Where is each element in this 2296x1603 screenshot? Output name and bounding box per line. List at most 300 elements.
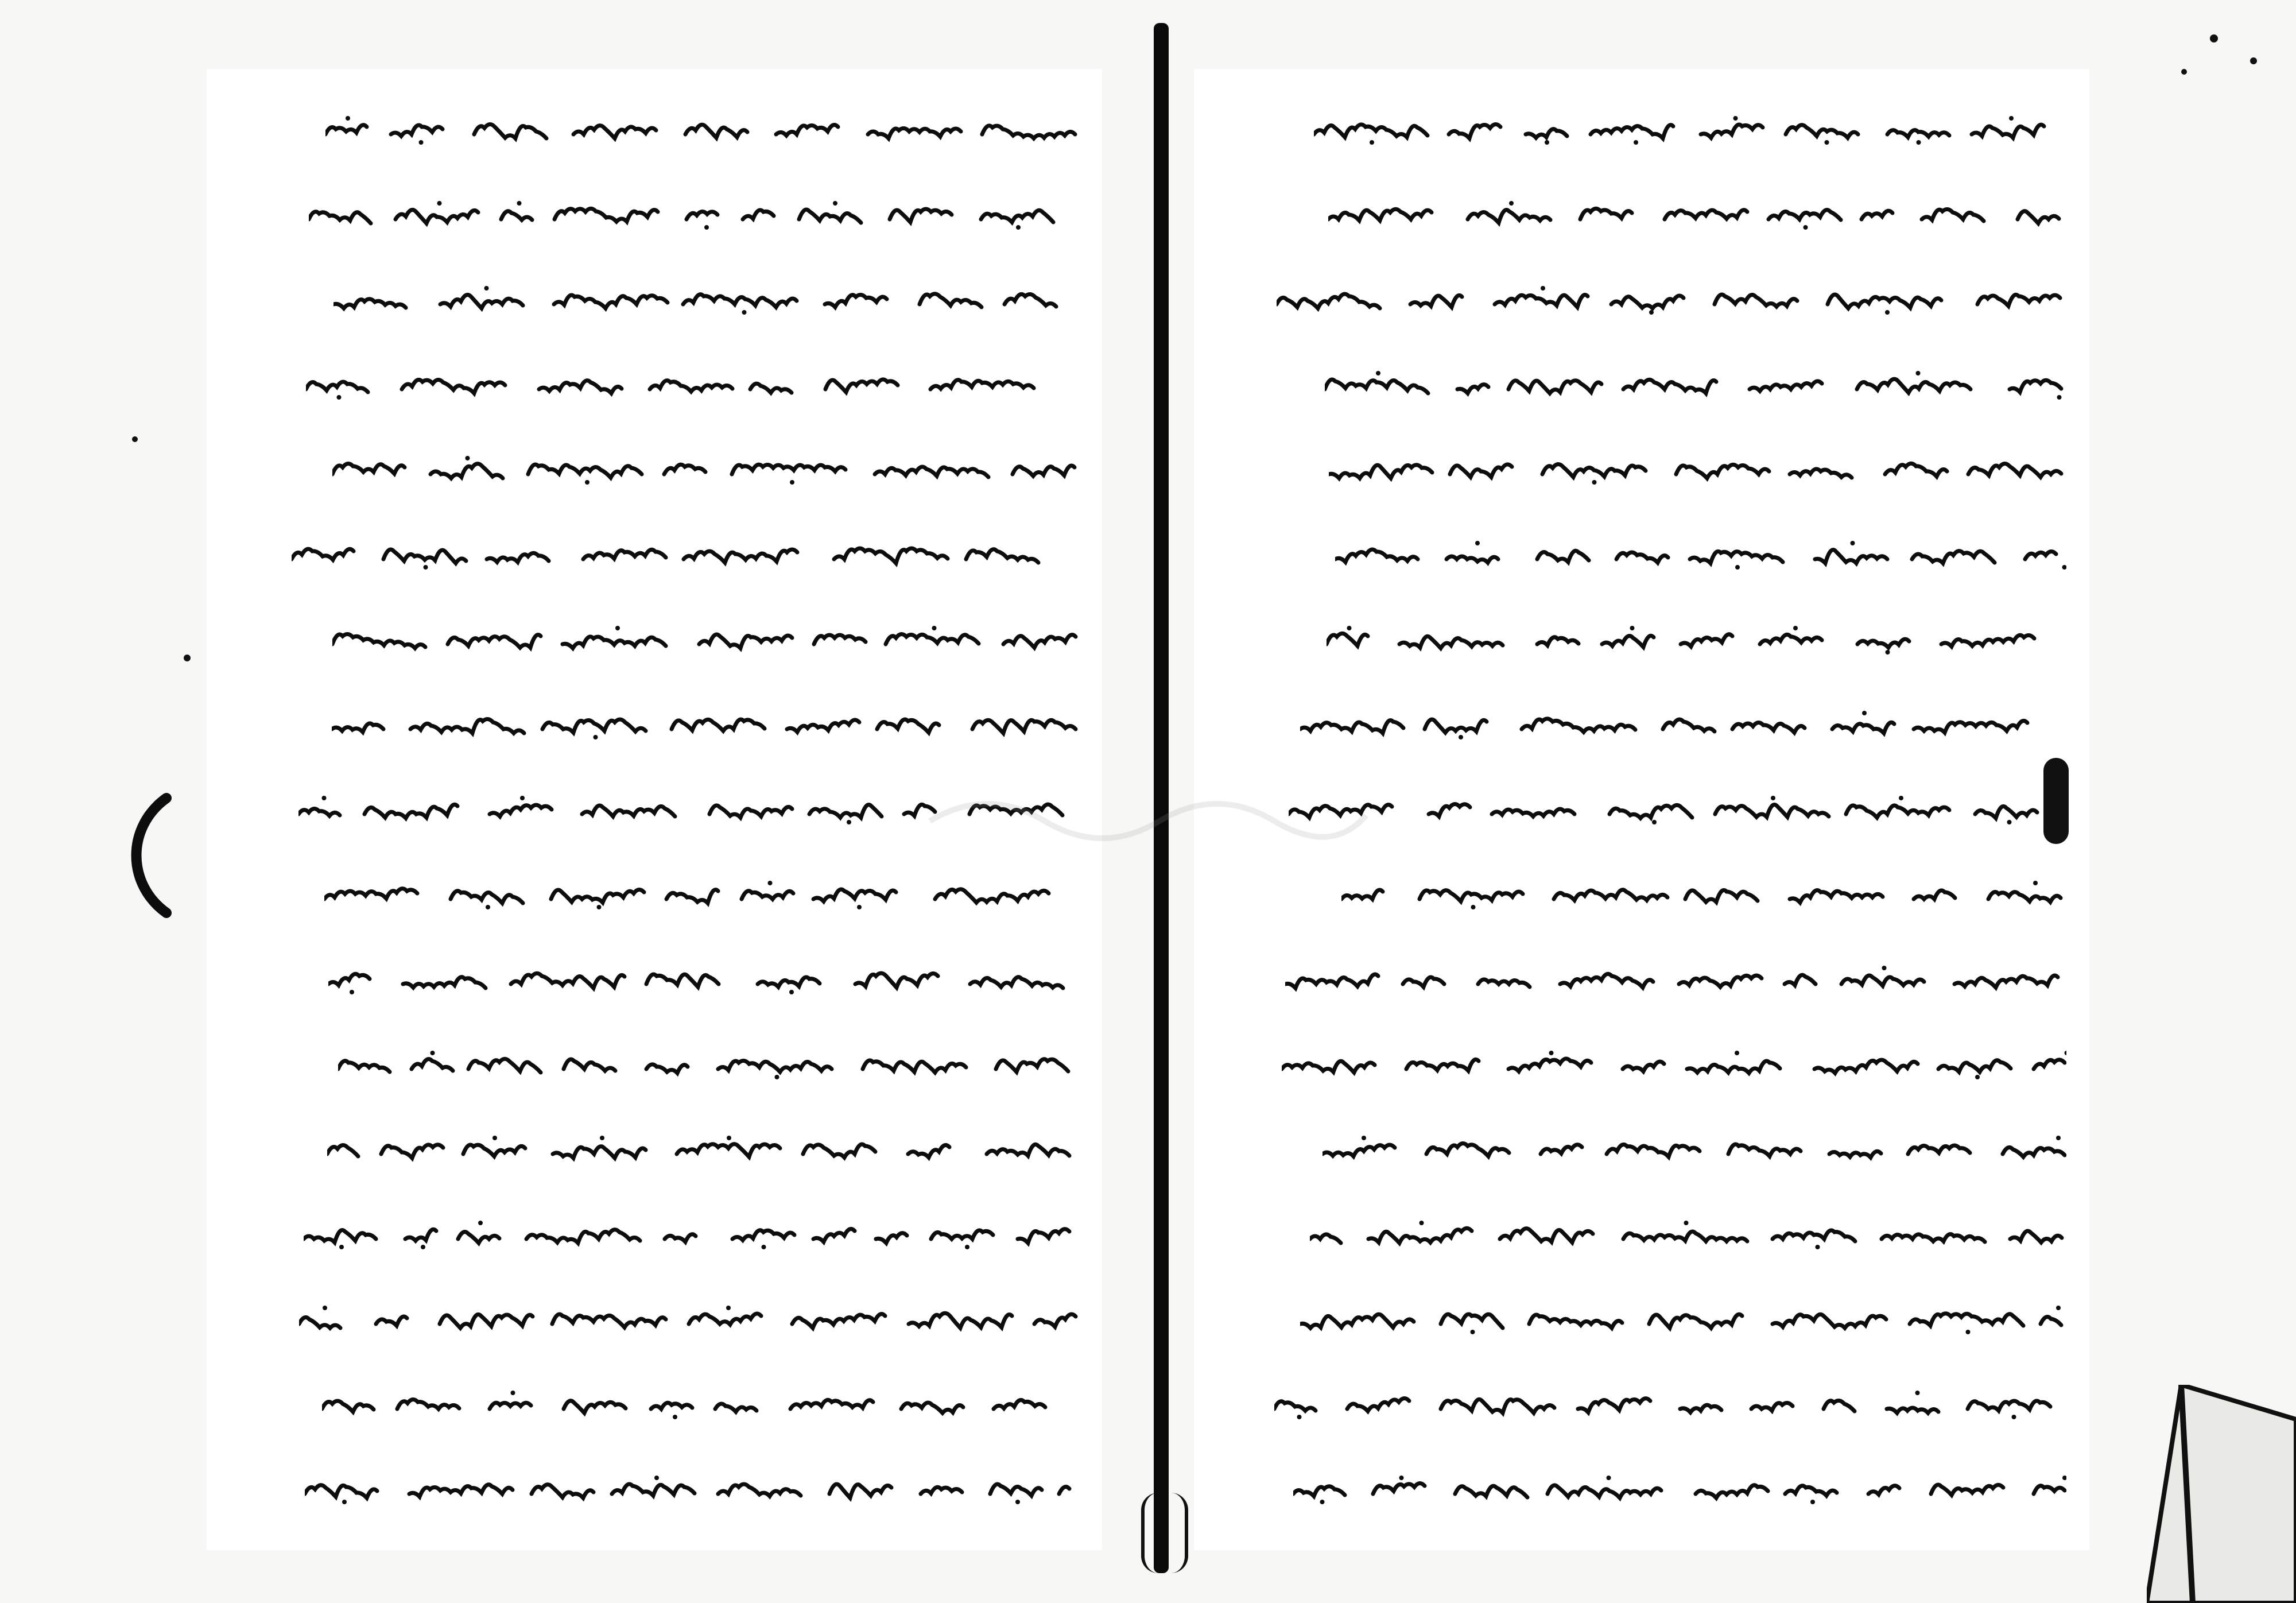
ink-word-stroke — [403, 977, 486, 988]
ink-diacritic-dot — [726, 1306, 731, 1310]
ink-word-stroke — [875, 467, 988, 477]
ink-word-stroke — [799, 210, 861, 223]
ink-word-stroke — [463, 1145, 525, 1156]
ink-word-stroke — [1450, 464, 1512, 477]
ink-word-stroke — [1773, 1230, 1855, 1241]
ink-diacritic-dot — [1362, 1136, 1366, 1140]
ink-word-stroke — [935, 889, 1049, 903]
ink-word-stroke — [1368, 1228, 1472, 1243]
ink-word-stroke — [306, 382, 368, 392]
ink-word-stroke — [1663, 719, 1715, 731]
ink-word-stroke — [1602, 636, 1654, 647]
ink-word-stroke — [1609, 805, 1692, 818]
watermark-logo — [918, 775, 1378, 844]
ink-dot — [184, 655, 191, 661]
ink-word-stroke — [2018, 211, 2059, 223]
ink-word-stroke — [1425, 719, 1487, 733]
ink-word-stroke — [1832, 722, 1894, 733]
ink-word-stroke — [304, 1230, 376, 1242]
ink-word-stroke — [966, 549, 1038, 563]
ink-diacritic-dot — [1733, 116, 1738, 121]
ink-diacritic-dot — [337, 395, 342, 400]
ink-word-stroke — [1681, 634, 1732, 646]
ink-diacritic-dot — [1459, 735, 1463, 739]
ink-diacritic-dot — [2056, 1136, 2061, 1140]
ink-word-stroke — [1715, 804, 1829, 817]
ink-diacritic-dot — [1649, 310, 1654, 315]
ink-diacritic-dot — [727, 1136, 731, 1140]
ink-word-stroke — [451, 891, 523, 903]
ink-diacritic-dot — [1851, 541, 1855, 545]
ink-word-stroke — [732, 464, 846, 474]
ink-word-stroke — [1293, 1486, 1345, 1496]
ink-word-stroke — [683, 295, 797, 307]
ink-word-stroke — [931, 1230, 993, 1239]
ink-diacritic-dot — [2007, 820, 2012, 824]
ink-word-stroke — [1887, 1408, 1938, 1413]
ink-word-stroke — [327, 1145, 358, 1156]
ink-word-stroke — [685, 125, 747, 138]
ink-dot — [2250, 57, 2257, 64]
ink-word-stroke — [564, 1401, 626, 1413]
ink-dot — [2210, 34, 2218, 42]
manuscript-line — [332, 710, 1079, 739]
ink-word-stroke — [2003, 1147, 2065, 1157]
ink-diacritic-dot — [742, 310, 747, 315]
marginal-bracket-mark — [115, 792, 184, 919]
ink-word-stroke — [1912, 551, 1995, 563]
ink-word-stroke — [1760, 634, 1822, 644]
ink-word-stroke — [742, 891, 793, 899]
ink-word-stroke — [825, 380, 898, 392]
manuscript-line — [327, 1135, 1079, 1164]
ink-word-stroke — [1455, 1486, 1527, 1497]
ink-word-stroke — [583, 549, 666, 559]
ink-diacritic-dot — [597, 905, 602, 909]
ink-diacritic-dot — [775, 1075, 779, 1079]
ink-word-stroke — [490, 805, 552, 816]
ink-diacritic-dot — [1862, 711, 1867, 715]
ink-diacritic-dot — [350, 990, 354, 994]
manuscript-line — [338, 1050, 1079, 1079]
ink-diacritic-dot — [424, 565, 428, 570]
ink-word-stroke — [1975, 806, 2037, 818]
manuscript-line — [1335, 540, 2066, 570]
ink-word-stroke — [868, 128, 961, 138]
ink-diacritic-dot — [1735, 1051, 1739, 1055]
ink-diacritic-dot — [1420, 1221, 1424, 1225]
ink-word-stroke — [1429, 804, 1470, 816]
ink-word-stroke — [790, 1400, 873, 1409]
ink-diacritic-dot — [1917, 140, 1921, 145]
ink-word-stroke — [1922, 209, 1984, 221]
ink-word-stroke — [1341, 890, 1383, 899]
ink-smudge — [2043, 758, 2069, 844]
ink-word-stroke — [1310, 1234, 1341, 1243]
ink-diacritic-dot — [1471, 905, 1476, 909]
ink-diacritic-dot — [430, 1051, 435, 1055]
ink-word-stroke — [1492, 809, 1574, 816]
ink-diacritic-dot — [1916, 371, 1921, 375]
manuscript-line — [1289, 795, 2066, 824]
ink-word-stroke — [1954, 975, 2058, 988]
ink-diacritic-dot — [1966, 1330, 1971, 1334]
ink-diacritic-dot — [478, 1221, 483, 1225]
ink-word-stroke — [391, 125, 443, 136]
ink-word-stroke — [564, 1059, 615, 1071]
ink-word-stroke — [1580, 208, 1632, 219]
ink-word-stroke — [1690, 551, 1783, 563]
ink-word-stroke — [1018, 1229, 1069, 1243]
ink-word-stroke — [1529, 1315, 1622, 1328]
ink-word-stroke — [814, 635, 866, 644]
ink-word-stroke — [573, 126, 656, 138]
ink-word-stroke — [395, 210, 478, 223]
ink-word-stroke — [412, 1059, 453, 1071]
ink-word-stroke — [1468, 210, 1550, 223]
ink-word-stroke — [298, 808, 340, 816]
ink-word-stroke — [803, 1144, 875, 1157]
ink-diacritic-dot — [517, 201, 522, 206]
ink-diacritic-dot — [1370, 140, 1374, 145]
ink-word-stroke — [332, 463, 405, 474]
ink-diacritic-dot — [322, 796, 327, 800]
ink-diacritic-dot — [2009, 116, 2014, 121]
ink-word-stroke — [448, 635, 541, 648]
ink-diacritic-dot — [768, 881, 773, 885]
ink-word-stroke — [612, 1484, 695, 1496]
ink-diacritic-dot — [346, 116, 350, 121]
ink-word-stroke — [689, 1314, 761, 1325]
ink-word-stroke — [901, 1403, 963, 1413]
ink-word-stroke — [718, 1484, 801, 1496]
ink-word-stroke — [666, 890, 718, 903]
ink-diacritic-dot — [339, 1245, 344, 1249]
ink-word-stroke — [1399, 636, 1503, 648]
ink-diacritic-dot — [1684, 1221, 1689, 1225]
ink-word-stroke — [1968, 463, 2061, 477]
ink-diacritic-dot — [1975, 1075, 1980, 1079]
ink-word-stroke — [1274, 1401, 1316, 1411]
manuscript-line — [1300, 710, 2066, 739]
ink-word-stroke — [332, 634, 425, 648]
ink-word-stroke — [1373, 1483, 1425, 1494]
ink-word-stroke — [2025, 551, 2056, 559]
ink-word-stroke — [1649, 1314, 1742, 1328]
ink-word-stroke — [338, 1061, 390, 1072]
ink-word-stroke — [750, 384, 792, 393]
ink-word-stroke — [1560, 974, 1653, 988]
ink-word-stroke — [528, 464, 642, 478]
ink-word-stroke — [430, 464, 503, 478]
ink-diacritic-dot — [932, 626, 937, 630]
ink-word-stroke — [1910, 1314, 2023, 1326]
ink-diacritic-dot — [1816, 1245, 1820, 1249]
torn-corner — [2147, 1385, 2296, 1603]
ink-word-stroke — [440, 1314, 533, 1328]
ink-word-stroke — [1327, 633, 1368, 646]
ink-word-stroke — [458, 1232, 499, 1243]
ink-word-stroke — [532, 1485, 594, 1498]
ink-word-stroke — [677, 1144, 780, 1157]
ink-diacritic-dot — [486, 905, 490, 909]
ink-word-stroke — [825, 295, 887, 307]
ink-word-stroke — [364, 804, 457, 818]
ink-diacritic-dot — [2062, 1476, 2066, 1480]
ink-word-stroke — [474, 124, 546, 138]
manuscript-line — [304, 1219, 1079, 1249]
ink-word-stroke — [305, 1485, 377, 1498]
ink-word-stroke — [664, 464, 705, 474]
ink-diacritic-dot — [857, 905, 862, 909]
ink-word-stroke — [1537, 551, 1589, 562]
manuscript-line — [1322, 1135, 2066, 1164]
ink-word-stroke — [1790, 469, 1852, 478]
manuscript-line — [1282, 1050, 2066, 1079]
ink-word-stroke — [1785, 975, 1816, 985]
ink-word-stroke — [877, 719, 939, 733]
ink-word-stroke — [1449, 124, 1500, 138]
ink-word-stroke — [1591, 125, 1673, 138]
ink-word-stroke — [970, 977, 1063, 988]
manuscript-line — [292, 540, 1079, 570]
manuscript-line — [305, 1474, 1079, 1504]
ink-diacritic-dot — [1592, 480, 1597, 485]
ink-diacritic-dot — [1825, 140, 1829, 145]
ink-word-stroke — [890, 209, 952, 222]
ink-word-stroke — [1537, 637, 1578, 645]
ink-word-stroke — [1554, 890, 1667, 900]
ink-diacritic-dot — [1545, 140, 1549, 145]
ink-word-stroke — [834, 548, 948, 563]
ink-word-stroke — [776, 125, 838, 135]
ink-word-stroke — [1751, 1403, 1793, 1411]
ink-word-stroke — [292, 549, 354, 560]
ink-word-stroke — [1786, 125, 1858, 138]
ink-word-stroke — [1420, 890, 1523, 901]
ink-word-stroke — [1828, 295, 1941, 308]
ink-diacritic-dot — [2057, 395, 2062, 400]
ink-diacritic-dot — [437, 201, 442, 206]
ink-word-stroke — [1701, 125, 1763, 138]
ink-word-stroke — [813, 1229, 855, 1242]
ink-diacritic-dot — [1771, 796, 1775, 800]
ink-diacritic-dot — [1016, 225, 1021, 230]
manuscript-line — [1310, 1219, 2066, 1249]
ink-word-stroke — [787, 720, 859, 732]
ink-word-stroke — [1578, 1399, 1650, 1412]
ink-word-stroke — [809, 805, 882, 818]
ink-diacritic-dot — [2056, 1306, 2061, 1310]
ink-word-stroke — [909, 1313, 1012, 1328]
ink-diacritic-dot — [1899, 796, 1903, 800]
ink-word-stroke — [1034, 1314, 1076, 1327]
ink-diacritic-dot — [1886, 650, 1890, 655]
ink-word-stroke — [990, 1484, 1042, 1496]
ink-word-stroke — [1908, 1145, 1970, 1154]
ink-word-stroke — [1868, 1486, 1899, 1494]
ink-word-stroke — [1478, 979, 1530, 987]
ink-word-stroke — [1495, 295, 1588, 307]
ink-diacritic-dot — [419, 140, 424, 145]
ink-diacritic-dot — [1399, 1476, 1404, 1480]
ink-word-stroke — [996, 1059, 1068, 1072]
ink-word-stroke — [332, 723, 383, 732]
ink-diacritic-dot — [1471, 1330, 1475, 1334]
manuscript-line — [1329, 455, 2066, 485]
ink-word-stroke — [1616, 552, 1668, 563]
ink-word-stroke — [1441, 1399, 1554, 1413]
ink-diacritic-dot — [1793, 626, 1798, 630]
ink-diacritic-dot — [1630, 626, 1635, 630]
manuscript-line — [1328, 200, 2066, 230]
ink-word-stroke — [1500, 1229, 1593, 1242]
ink-word-stroke — [1968, 1401, 2050, 1411]
ink-word-stroke — [1441, 1314, 1503, 1328]
manuscript-line — [1293, 1474, 2066, 1504]
ink-word-stroke — [2034, 1486, 2065, 1494]
ink-diacritic-dot — [492, 1136, 497, 1140]
ink-word-stroke — [813, 889, 896, 901]
ink-word-stroke — [646, 1064, 688, 1073]
ink-diacritic-dot — [484, 286, 489, 291]
ink-diacritic-dot — [1804, 225, 1808, 230]
ink-diacritic-dot — [1882, 966, 1887, 970]
ink-word-stroke — [402, 380, 505, 393]
ink-word-stroke — [397, 1399, 459, 1409]
ink-word-stroke — [672, 719, 765, 731]
ink-word-stroke — [1938, 1060, 2011, 1072]
manuscript-line — [1274, 1389, 2066, 1419]
ink-word-stroke — [1013, 466, 1075, 476]
ink-diacritic-dot — [1810, 1500, 1815, 1504]
ink-word-stroke — [1508, 1059, 1591, 1071]
ink-word-stroke — [409, 1485, 513, 1497]
ink-word-stroke — [1972, 125, 2044, 138]
ink-word-stroke — [1542, 464, 1646, 477]
ink-word-stroke — [551, 889, 644, 903]
ink-diacritic-dot — [1885, 310, 1890, 315]
ink-diacritic-dot — [1541, 286, 1545, 291]
ink-word-stroke — [582, 806, 675, 816]
ink-word-stroke — [1329, 465, 1432, 478]
ink-word-stroke — [1931, 1485, 2003, 1495]
ink-word-stroke — [405, 1229, 436, 1241]
manuscript-line — [332, 625, 1079, 655]
ink-word-stroke — [646, 974, 719, 987]
ink-word-stroke — [1623, 1062, 1664, 1071]
ink-word-stroke — [650, 381, 732, 392]
ink-word-stroke — [758, 977, 820, 987]
ink-word-stroke — [908, 1145, 949, 1157]
manuscript-line — [309, 200, 1079, 230]
ink-word-stroke — [381, 1145, 443, 1158]
ink-word-stroke — [1814, 1060, 1918, 1073]
ink-word-stroke — [1882, 1234, 1985, 1242]
ink-diacritic-dot — [600, 1136, 604, 1140]
ink-word-stroke — [1665, 210, 1747, 219]
ink-word-stroke — [1773, 1314, 1886, 1328]
ink-word-stroke — [1846, 806, 1949, 818]
ink-word-stroke — [1676, 464, 1769, 478]
ink-word-stroke — [1300, 1314, 1414, 1328]
ink-word-stroke — [501, 211, 532, 220]
manuscript-line — [1277, 285, 2066, 315]
ink-word-stroke — [1285, 974, 1378, 988]
ink-diacritic-dot — [342, 1500, 347, 1504]
manuscript-line — [324, 880, 1079, 909]
ink-word-stroke — [1607, 1144, 1700, 1157]
ink-diacritic-dot — [1376, 371, 1380, 375]
ink-word-stroke — [553, 1147, 646, 1158]
ink-word-stroke — [1277, 294, 1380, 308]
ink-diacritic-dot — [594, 735, 598, 739]
manuscript-line — [1341, 880, 2066, 909]
ink-word-stroke — [383, 549, 466, 563]
ink-word-stroke — [1003, 635, 1076, 648]
ink-diacritic-dot — [2012, 1415, 2016, 1419]
ink-word-stroke — [1815, 550, 1887, 563]
ink-word-stroke — [325, 125, 367, 134]
ink-word-stroke — [2010, 1231, 2062, 1242]
ink-word-stroke — [709, 806, 792, 818]
ink-diacritic-dot — [1297, 1415, 1302, 1419]
ink-word-stroke — [1548, 1485, 1661, 1498]
ink-word-stroke — [526, 1230, 640, 1243]
ink-word-stroke — [1685, 890, 1758, 902]
manuscript-line — [1314, 115, 2066, 145]
ink-word-stroke — [829, 1484, 891, 1498]
ink-word-stroke — [1541, 1145, 1582, 1154]
ink-word-stroke — [1824, 1400, 1855, 1411]
ink-diacritic-dot — [421, 1245, 425, 1249]
ink-word-stroke — [1696, 1485, 1768, 1498]
ink-word-stroke — [324, 889, 417, 899]
ink-diacritic-dot — [1320, 1500, 1325, 1504]
ink-word-stroke — [1508, 381, 1601, 393]
ink-word-stroke — [987, 1144, 1069, 1156]
ink-word-stroke — [1457, 385, 1488, 393]
ink-word-stroke — [1732, 722, 1805, 733]
binding-thread — [1141, 1493, 1188, 1573]
manuscript-line — [299, 1304, 1079, 1334]
ink-word-stroke — [333, 299, 406, 308]
ink-word-stroke — [699, 634, 792, 648]
ink-word-stroke — [1623, 1232, 1747, 1241]
ink-diacritic-dot — [585, 480, 589, 485]
ink-word-stroke — [1679, 975, 1762, 987]
ink-word-stroke — [684, 549, 797, 563]
ink-word-stroke — [410, 719, 524, 733]
ink-word-stroke — [1314, 125, 1428, 137]
ink-word-stroke — [1004, 294, 1056, 307]
ink-word-stroke — [1325, 380, 1428, 393]
ink-word-stroke — [1526, 129, 1567, 138]
manuscript-line — [328, 965, 1079, 994]
ink-diacritic-dot — [789, 990, 794, 994]
ink-word-stroke — [743, 210, 774, 219]
ink-diacritic-dot — [654, 1476, 659, 1480]
ink-word-stroke — [718, 1060, 832, 1072]
manuscript-line — [1325, 370, 2066, 400]
ink-word-stroke — [468, 1059, 541, 1072]
ink-word-stroke — [972, 720, 1076, 733]
ink-word-stroke — [1715, 295, 1797, 307]
ink-diacritic-dot — [1652, 820, 1657, 824]
ink-diacritic-dot — [1347, 626, 1352, 630]
ink-word-stroke — [1300, 721, 1403, 734]
ink-word-stroke — [1522, 719, 1635, 732]
